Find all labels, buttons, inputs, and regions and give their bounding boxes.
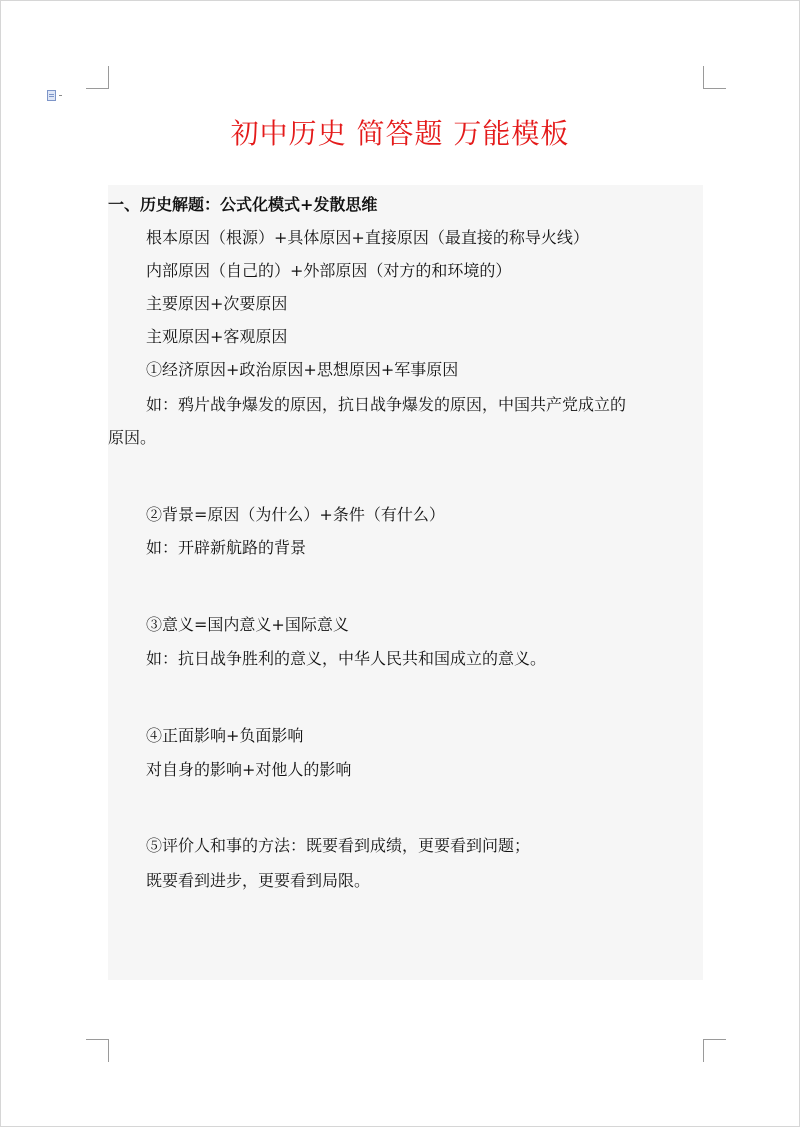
text-line: 既要看到进步，更要看到局限。 <box>146 871 371 890</box>
text-line: 如：抗日战争胜利的意义，中华人民共和国成立的意义。 <box>146 649 547 668</box>
dropdown-dash-icon <box>59 95 62 96</box>
text-line: ⑤评价人和事的方法：既要看到成绩，更要看到问题； <box>146 836 531 855</box>
text-line: 对自身的影响+对他人的影响 <box>146 760 352 779</box>
section-heading: 一、历史解题：公式化模式+发散思维 <box>108 195 378 214</box>
content-box <box>108 185 703 980</box>
document-sheet-icon <box>47 90 56 101</box>
text-line: 主观原因+客观原因 <box>146 327 288 346</box>
text-line: 内部原因（自己的）+外部原因（对方的和环境的） <box>146 261 512 280</box>
text-line: 根本原因（根源）+具体原因+直接原因（最直接的称导火线） <box>146 228 589 247</box>
text-line: 原因。 <box>108 428 157 447</box>
crop-mark-top-right <box>703 66 726 89</box>
text-line: ③意义=国内意义+国际意义 <box>146 615 349 634</box>
crop-mark-bottom-left <box>86 1039 109 1062</box>
text-line: 如：开辟新航路的背景 <box>146 538 307 557</box>
text-line: 如：鸦片战争爆发的原因，抗日战争爆发的原因，中国共产党成立的 <box>146 395 627 414</box>
crop-mark-top-left <box>86 66 109 89</box>
text-line: ②背景=原因（为什么）+条件（有什么） <box>146 505 445 524</box>
text-line: ①经济原因+政治原因+思想原因+军事原因 <box>146 360 459 379</box>
text-line: 主要原因+次要原因 <box>146 294 288 313</box>
crop-mark-bottom-right <box>703 1039 726 1062</box>
document-icon[interactable] <box>47 90 62 101</box>
text-line: ④正面影响+负面影响 <box>146 726 304 745</box>
page-title: 初中历史 简答题 万能模板 <box>230 117 570 150</box>
